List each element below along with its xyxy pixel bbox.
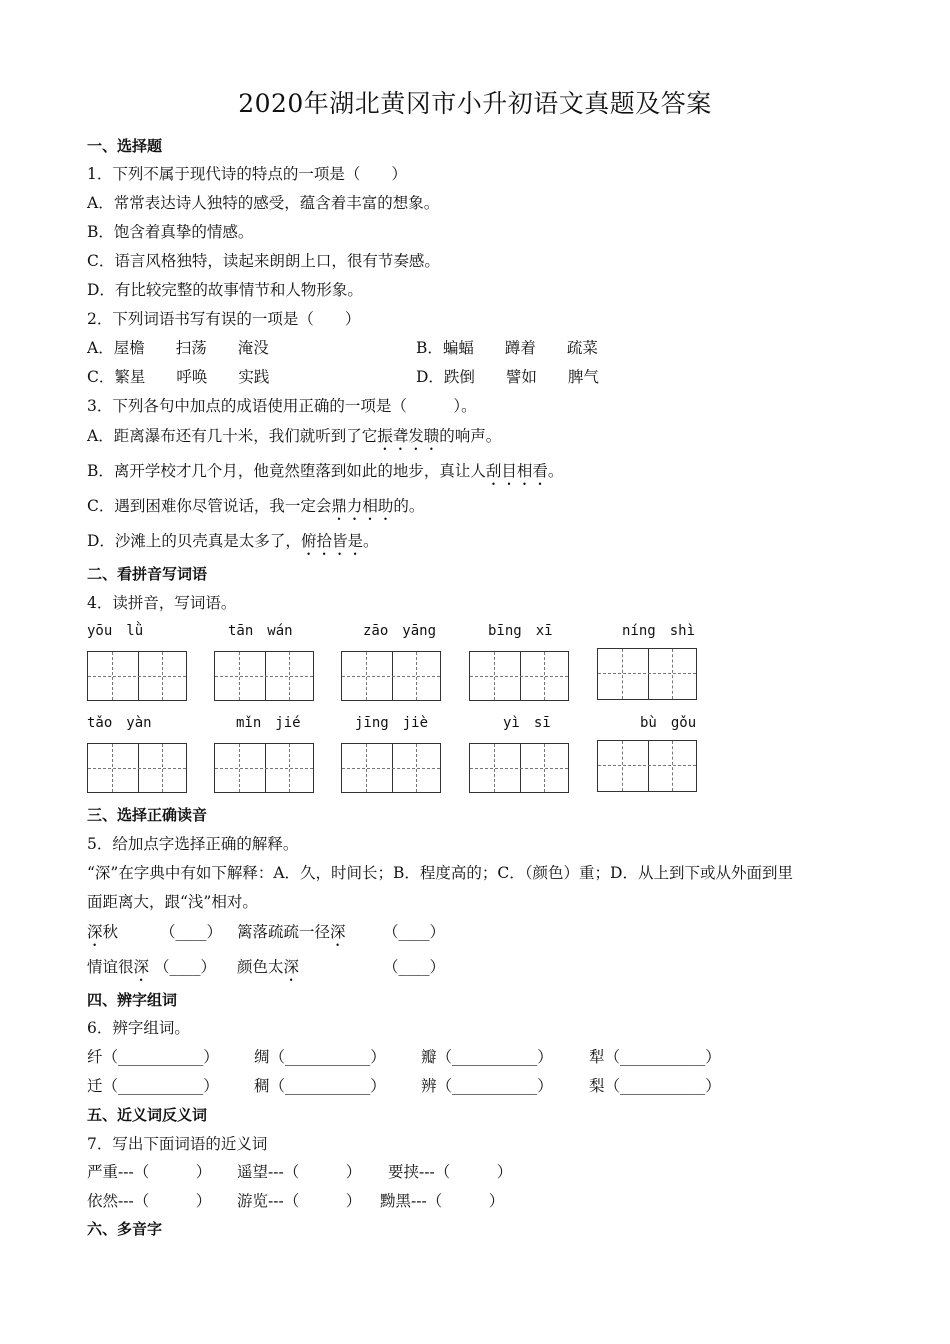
q2-option-a: A．屋檐 扫荡 淹没: [87, 339, 269, 357]
q2-option-c: C．繁星 呼唤 实践: [87, 368, 270, 386]
page-title: 2020年湖北黄冈市小升初语文真题及答案: [238, 89, 712, 118]
q1-option-d: D．有比较完整的故事情节和人物形象。: [87, 281, 363, 299]
q5-blank-4[interactable]: （____）: [383, 958, 446, 976]
q5-item-2: [237, 922, 346, 950]
item-text: 秋: [102, 923, 119, 941]
question-1: 1．下列不属于现代诗的特点的一项是（ ）: [87, 165, 407, 183]
q3d-text: D．沙滩上的贝壳真是太多了，: [87, 532, 301, 550]
item-text: 情谊很: [87, 958, 134, 976]
item-text: 篱落疏疏一径: [237, 923, 331, 941]
q3c-text-end: 的。: [393, 497, 425, 515]
section-3-heading: 三、选择正确读音: [87, 806, 208, 824]
q7-item[interactable]: 依然---（ ）: [87, 1192, 212, 1210]
pinyin-2-1: tǎo yàn: [87, 715, 152, 731]
q7-item[interactable]: 要挟---（ ）: [388, 1163, 513, 1181]
section-5-heading: 五、近义词反义词: [87, 1106, 208, 1124]
q5-definition-line-1: “深”在字典中有如下解释：A．久，时间长；B．程度高的；C．（颜色）重；D．从上到下或从外面到里: [87, 864, 793, 882]
q6-item[interactable]: 纤（___________）: [87, 1048, 219, 1066]
pinyin-1-5: níng shì: [622, 623, 696, 639]
q6-item[interactable]: 梨（___________）: [589, 1077, 721, 1095]
q7-item[interactable]: 游览---（ ）: [237, 1192, 362, 1210]
question-6: 6．辨字组词。: [87, 1019, 190, 1037]
question-2: 2．下列词语书写有误的一项是（ ）: [87, 310, 361, 328]
pinyin-2-2: mǐn jié: [236, 715, 301, 731]
writing-grid[interactable]: [214, 651, 314, 701]
section-4-heading: 四、辨字组词: [87, 991, 178, 1009]
writing-grid[interactable]: [341, 743, 441, 793]
pinyin-1-3: zāo yāng: [363, 623, 437, 639]
q2-option-b: B．蝙蝠 蹲着 疏菜: [416, 339, 598, 357]
q6-item[interactable]: 辨（___________）: [421, 1077, 553, 1095]
writing-grid[interactable]: [341, 651, 441, 701]
pinyin-1-1: yōu lǜ: [87, 623, 144, 639]
item-text: 颜色太: [237, 958, 284, 976]
q3d-text-end: 。: [362, 532, 379, 550]
pinyin-2-5: bù gǒu: [640, 715, 697, 731]
q3c-dotted-idiom: 鼎力相助: [331, 497, 394, 515]
q3-option-d: [87, 531, 378, 559]
q5-blank-1[interactable]: （____）: [160, 923, 223, 941]
q3c-text: C．遇到困难你尽管说话，我一定会: [87, 497, 332, 515]
q3b-text-end: 。: [547, 462, 564, 480]
dotted-char: 深: [87, 923, 103, 941]
q3a-text-end: 的响声。: [439, 427, 502, 445]
q3a-dotted-idiom: 振聋发聩: [377, 427, 440, 445]
q7-item[interactable]: 严重---（ ）: [87, 1163, 212, 1181]
pinyin-2-4: yì sī: [503, 715, 551, 731]
q1-option-a: A．常常表达诗人独特的感受，蕴含着丰富的想象。: [87, 194, 440, 212]
section-6-heading: 六、多音字: [87, 1220, 163, 1238]
writing-grid[interactable]: [597, 648, 697, 700]
dotted-char: 深: [330, 923, 346, 941]
pinyin-1-4: bīng xī: [488, 623, 553, 639]
q5-blank-2[interactable]: （____）: [383, 923, 446, 941]
q5-item-1: [87, 922, 118, 950]
q5-definition-line-2: 面距离大，跟“浅”相对。: [87, 893, 258, 911]
q6-item[interactable]: 瓣（___________）: [421, 1048, 553, 1066]
writing-grid[interactable]: [214, 743, 314, 793]
section-1-heading: 一、选择题: [87, 137, 163, 155]
writing-grid[interactable]: [469, 743, 569, 793]
pinyin-1-2: tān wán: [228, 623, 293, 639]
q7-item[interactable]: 黝黑---（ ）: [380, 1192, 505, 1210]
question-4: 4．读拼音，写词语。: [87, 594, 237, 612]
q5-item-3: [87, 957, 149, 985]
q3b-dotted-idiom: 刮目相看: [485, 462, 548, 480]
q7-item[interactable]: 遥望---（ ）: [237, 1163, 362, 1181]
q3-option-b: [87, 461, 563, 489]
q6-item[interactable]: 犁（___________）: [589, 1048, 721, 1066]
question-5: 5．给加点字选择正确的解释。: [87, 835, 299, 853]
q3d-dotted-idiom: 俯拾皆是: [300, 532, 363, 550]
q3a-text: A．距离瀑布还有几十米，我们就听到了它: [87, 427, 378, 445]
writing-grid[interactable]: [597, 740, 697, 792]
q3-option-a: [87, 426, 501, 454]
dotted-char: 深: [283, 958, 300, 976]
section-2-heading: 二、看拼音写词语: [87, 565, 208, 583]
q5-blank-3[interactable]: （____）: [154, 958, 217, 976]
q1-option-c: C．语言风格独特，读起来朗朗上口，很有节奏感。: [87, 252, 440, 270]
writing-grid[interactable]: [87, 651, 187, 701]
question-3: 3．下列各句中加点的成语使用正确的一项是（ ）。: [87, 397, 477, 415]
pinyin-2-3: jīng jiè: [355, 715, 429, 731]
q2-option-d: D．跌倒 譬如 脾气: [416, 368, 599, 386]
writing-grid[interactable]: [469, 651, 569, 701]
question-7: 7．写出下面词语的近义词: [87, 1135, 268, 1153]
writing-grid[interactable]: [87, 743, 187, 793]
q6-item[interactable]: 稠（___________）: [254, 1077, 386, 1095]
q1-option-b: B．饱含着真挚的情感。: [87, 223, 254, 241]
dotted-char: 深: [133, 958, 150, 976]
q3-option-c: [87, 496, 424, 524]
q6-item[interactable]: 迁（___________）: [87, 1077, 219, 1095]
q3b-text: B．离开学校才几个月，他竟然堕落到如此的地步，真让人: [87, 462, 486, 480]
q6-item[interactable]: 绸（___________）: [254, 1048, 386, 1066]
q5-item-4: [237, 957, 299, 985]
